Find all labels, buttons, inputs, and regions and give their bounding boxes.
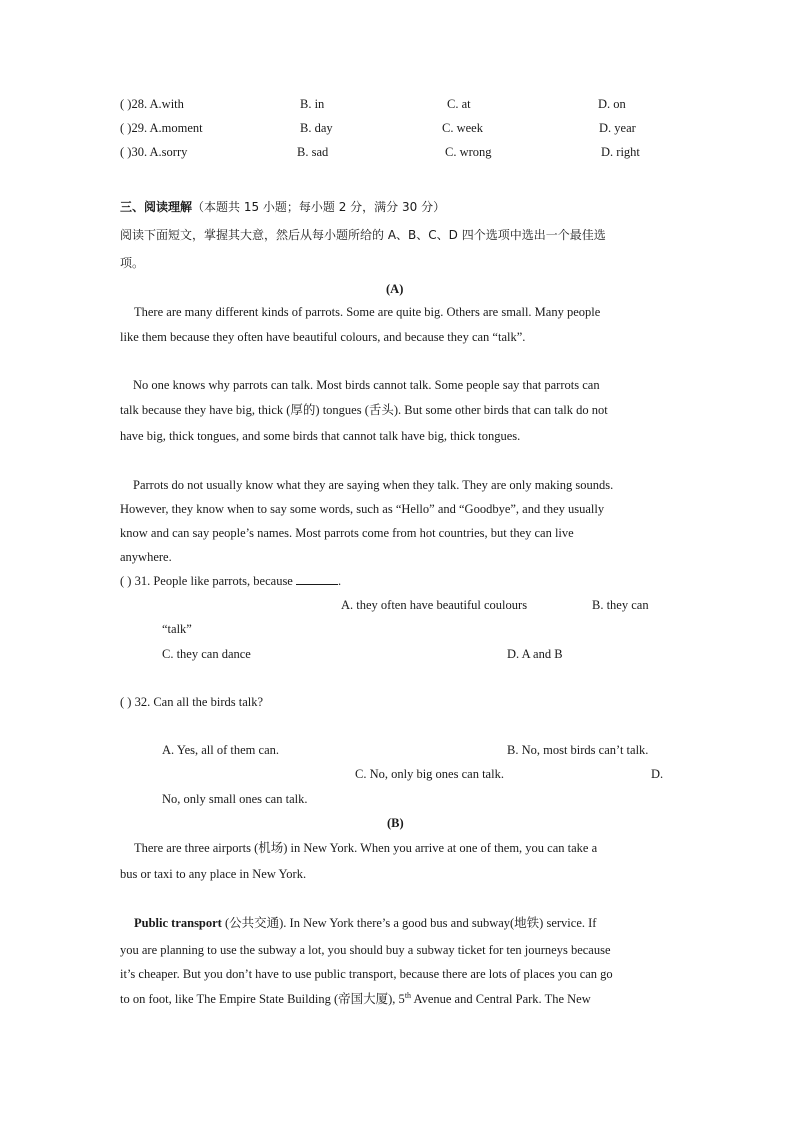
question-32-option-d: D. [651,767,664,781]
passage-b-text: (公共交通). In New York there’s a good bus and subway(地铁) service. If [221,916,597,930]
passage-a-label: (A) [386,282,404,296]
passage-a-line: There are many different kinds of parrots. Some are quite big. Others are small. Many people [134,305,601,319]
passage-a-line: talk because they have big, thick (厚的) tongues (舌头). But some other birds that can talk do not [120,403,608,417]
option-d: D. right [601,145,640,159]
passage-a-line: have big, thick tongues, and some birds that cannot talk have big, thick tongues. [120,429,521,443]
passage-a-line: know and can say people’s names. Most parrots come from hot countries, but they can live [120,526,574,540]
passage-b-line: you are planning to use the subway a lot, you should buy a subway ticket for ten journeys because [120,943,611,957]
question-31-text: ( ) 31. People like parrots, because [120,574,293,588]
question-32-option-d-cont: No, only small ones can talk. [162,792,308,806]
answer-blank [296,573,338,585]
question-32-option-b: B. No, most birds can’t talk. [507,743,649,757]
question-31-option-c: C. they can dance [162,647,251,661]
passage-b-text: to on foot, like The Empire State Building (帝国大厦), 5 [120,992,405,1006]
question-31-stem [120,573,341,589]
option-d: D. on [598,97,626,111]
passage-b-line [120,991,591,1007]
ordinal-suffix: th [404,990,412,1000]
passage-b-line: it’s cheaper. But you don’t have to use public transport, because there are lots of places you can go [120,967,613,981]
passage-b-line: There are three airports (机场) in New York. When you arrive at one of them, you can take a [134,841,598,855]
question-31-option-d: D. A and B [507,647,563,661]
option-b: B. day [300,121,333,135]
question-number: ( )30. A.sorry [120,145,188,159]
question-number: ( )29. A.moment [120,121,203,135]
passage-b-line: bus or taxi to any place in New York. [120,867,307,881]
section-heading [120,199,445,215]
question-32-stem: ( ) 32. Can all the birds talk? [120,695,264,709]
passage-a-line: However, they know when to say some words, such as “Hello” and “Goodbye”, and they usually [120,502,605,516]
question-31-option-b-cont: “talk” [162,622,192,636]
question-31-option-b: B. they can [592,598,649,612]
passage-a-line: Parrots do not usually know what they are saying when they talk. They are only making sounds. [133,478,614,492]
section-scoring: （本题共 15 小题；每小题 2 分，满分 30 分） [192,200,446,214]
question-31-period: . [337,574,342,588]
passage-b-line [134,915,596,931]
section-title: 三、阅读理解 [120,200,193,214]
passage-b-label: (B) [387,816,404,830]
instruction-line-1: 阅读下面短文，掌握其大意，然后从每小题所给的 A、B、C、D 四个选项中选出一个最佳选 [120,228,606,242]
option-b: B. sad [297,145,329,159]
option-c: C. week [442,121,483,135]
question-32-option-a: A. Yes, all of them can. [162,743,279,757]
instruction-line-2: 项。 [120,256,145,270]
passage-a-line: like them because they often have beautiful colours, and because they can “talk”. [120,330,526,344]
passage-a-line: No one knows why parrots can talk. Most birds cannot talk. Some people say that parrots can [133,378,600,392]
option-c: C. wrong [445,145,492,159]
question-32-option-c: C. No, only big ones can talk. [355,767,504,781]
passage-b-text: Avenue and Central Park. The New [411,992,591,1006]
option-c: C. at [447,97,471,111]
passage-a-line: anywhere. [120,550,172,564]
question-31-option-a: A. they often have beautiful coulours [341,598,528,612]
option-d: D. year [599,121,636,135]
public-transport-heading: Public transport [134,916,222,930]
question-number: ( )28. A.with [120,97,184,111]
option-b: B. in [300,97,325,111]
